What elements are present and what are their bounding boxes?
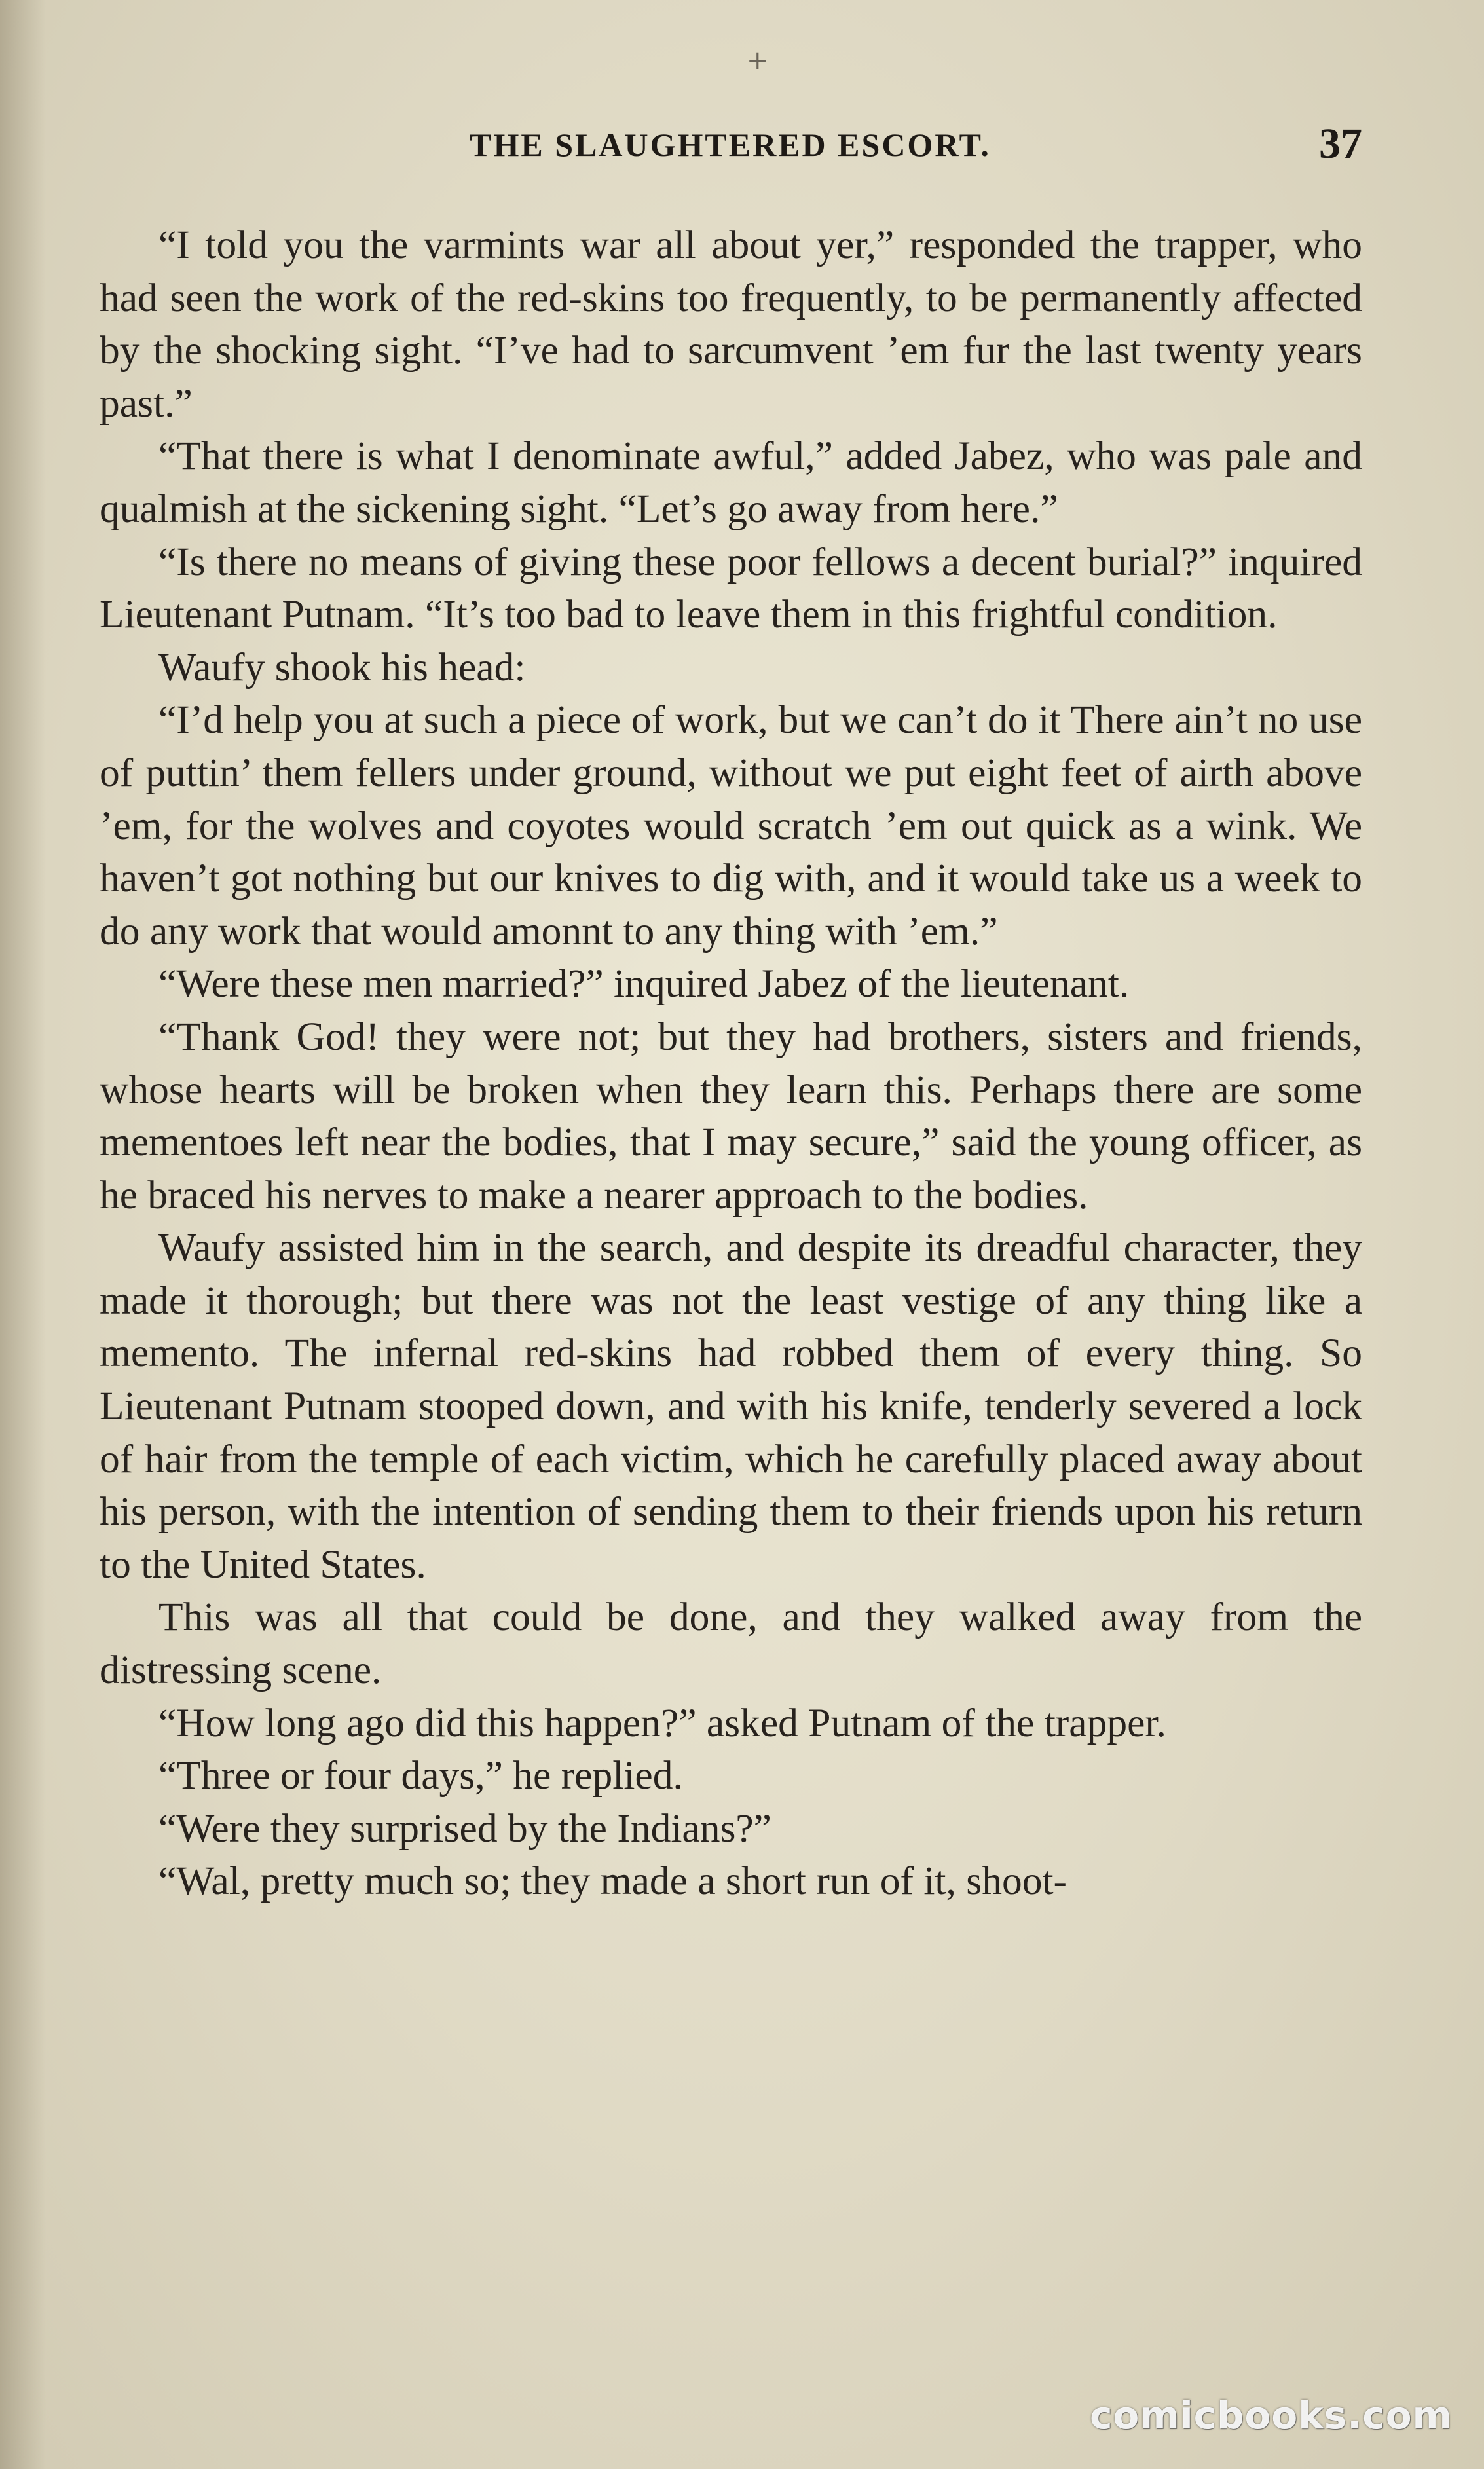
- paragraph: “Is there no means of giving these poor fellows a decent burial?” inquired Lieutenant Putnam. “It’s too bad to leave them in this frightful condition.: [100, 539, 1362, 637]
- paragraph: “How long ago did this happen?” asked Putnam of the trapper.: [158, 1700, 1166, 1745]
- paragraph: “Were these men married?” inquired Jabez of the lieutenant.: [158, 961, 1130, 1007]
- paragraph: “I told you the varmints war all about yer,” responded the trapper, who had seen the work of the red-skins too frequently, to be permanently affected by the shocking sight. “I’ve had to sarcumvent ’em fur the last twenty years past.”: [100, 223, 1362, 426]
- body-text: [100, 219, 1362, 1908]
- paragraph: This was all that could be done, and they walked away from the distressing scene.: [100, 1595, 1362, 1693]
- paragraph: “Thank God! they were not; but they had brothers, sisters and friends, whose hearts will be broken when they learn this. Perhaps there are some mementoes left near the bodies, that I may secure,” said the young officer, as he braced his nerves to make a nearer approach to the bodies.: [100, 1014, 1362, 1217]
- paragraph: “I’d help you at such a piece of work, but we can’t do it There ain’t no use of puttin’ them fellers under ground, without we put eight feet of airth above ’em, for the wolves and coyotes would scratch ’em out quick as a wink. We haven’t got nothing but our knives to dig with, and it would take us a week to do any work that would amonnt to any thing with ’em.”: [100, 697, 1362, 954]
- watermark: comicbooks.com: [1090, 2393, 1453, 2438]
- paragraph: “Three or four days,” he replied.: [158, 1753, 683, 1798]
- page-edge-shadow: [0, 0, 46, 2469]
- paragraph: “That there is what I denominate awful,” added Jabez, who was pale and qualmish at the sickening sight. “Let’s go away from here.”: [100, 434, 1362, 531]
- paragraph: Waufy shook his head:: [158, 644, 526, 690]
- paragraph: “Wal, pretty much so; they made a short run of it, shoot-: [158, 1859, 1067, 1904]
- page-header: [98, 119, 1362, 172]
- paragraph: Waufy assisted him in the search, and despite its dreadful character, they made it thorough; but there was not the least vestige of any thing like a memento. The infernal red-skins had robbed them of every thing. So Lieutenant Putnam stooped down, and with his knife, tenderly severed a lock of hair from the temple of each victim, which he carefully placed away about his person, with the intention of sending them to their friends upon his return to the United States.: [100, 1225, 1362, 1587]
- print-mark: +: [747, 46, 769, 76]
- page-number: 37: [1319, 120, 1362, 168]
- paragraph: “Were they surprised by the Indians?”: [158, 1806, 771, 1851]
- running-title: THE SLAUGHTERED ESCORT.: [470, 126, 991, 163]
